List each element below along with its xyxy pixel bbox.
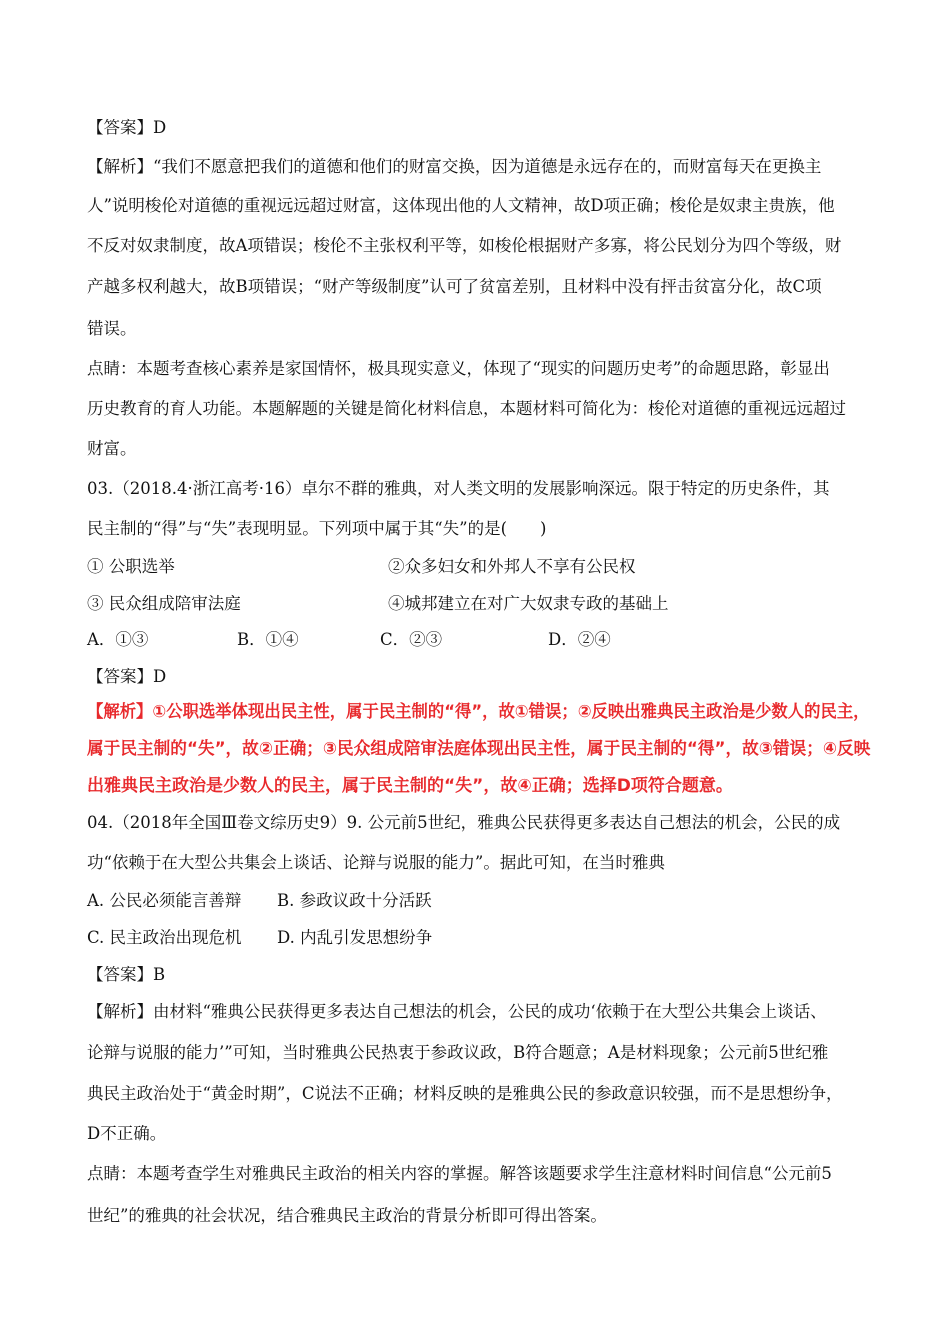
- q3-option-b: B．①④: [237, 630, 299, 649]
- q4-option-d: D. 内乱引发思想纷争: [277, 928, 433, 947]
- q3-item: ④城邦建立在对广大奴隶专政的基础上: [388, 594, 669, 613]
- q4-option-a: A. 公民必须能言善辩: [87, 891, 242, 910]
- q2-analysis-line: 不反对奴隶制度，故A项错误；梭伦不主张权利平等，如梭伦根据财产多寡，将公民划分为四个等级，财: [87, 236, 842, 255]
- q4-comment-line: 世纪”的雅典的社会状况，结合雅典民主政治的背景分析即可得出答案。: [87, 1206, 607, 1225]
- q2-comment-line: 历史教育的育人功能。本题解题的关键是简化材料信息，本题材料可简化为：梭伦对道德的重视远远超过: [87, 399, 846, 418]
- q3-stem-line: 民主制的“得”与“失”表现明显。下列项中属于其“失”的是( ): [87, 519, 547, 538]
- q2-analysis-line: 人”说明梭伦对道德的重视远远超过财富，这体现出他的人文精神，故D项正确；梭伦是奴隶主贵族，他: [87, 196, 835, 215]
- q4-analysis-line: 【解析】由材料“雅典公民获得更多表达自己想法的机会，公民的成功‘依赖于在大型公共集会上谈话、: [87, 1002, 827, 1021]
- q4-comment-line: 点睛：本题考查学生对雅典民主政治的相关内容的掌握。解答该题要求学生注意材料时间信息“公元前5: [87, 1164, 832, 1183]
- q3-answer: 【答案】D: [87, 667, 167, 686]
- q2-comment-line: 点睛：本题考查核心素养是家国情怀，极具现实意义，体现了“现实的问题历史考”的命题思路，彰显出: [87, 359, 830, 378]
- q3-item: ②众多妇女和外邦人不享有公民权: [388, 557, 636, 576]
- q2-analysis-line: 【解析】“我们不愿意把我们的道德和他们的财富交换，因为道德是永远存在的，而财富每天在更换主: [87, 157, 822, 176]
- q4-stem-line: 功“依赖于在大型公共集会上谈话、论辩与说服的能力”。据此可知，在当时雅典: [87, 853, 665, 872]
- q3-option-c: C．②③: [380, 630, 443, 649]
- q4-analysis-line: 典民主政治处于“黄金时期”，C说法不正确；材料反映的是雅典公民的参政意识较强，而不是思想纷争，: [87, 1084, 843, 1103]
- q4-answer: 【答案】B: [87, 965, 166, 984]
- q4-option-c: C. 民主政治出现危机: [87, 928, 242, 947]
- q4-stem-line: 04.（2018年全国Ⅲ卷文综历史9）9. 公元前5世纪，雅典公民获得更多表达自己想法的机会，公民的成: [87, 813, 841, 832]
- q4-analysis-line: D不正确。: [87, 1124, 167, 1143]
- q2-comment-line: 财富。: [87, 439, 137, 458]
- q3-analysis-line: 【解析】①公职选举体现出民主性，属于民主制的“得”，故①错误；②反映出雅典民主政治是少数人的民主，: [87, 702, 870, 722]
- q4-analysis-line: 论辩与说服的能力’”可知，当时雅典公民热衷于参政议政，B符合题意；A是材料现象；公元前5世纪雅: [87, 1043, 829, 1062]
- q2-analysis-line: 产越多权利越大，故B项错误；“财产等级制度”认可了贫富差别，且材料中没有抨击贫富分化，故C项: [87, 277, 822, 296]
- q3-option-d: D．②④: [548, 630, 611, 649]
- q3-item: ③ 民众组成陪审法庭: [87, 594, 241, 613]
- q3-analysis-line: 出雅典民主政治是少数人的民主，属于民主制的“失”，故④正确；选择D项符合题意。: [87, 776, 733, 796]
- q4-option-b: B. 参政议政十分活跃: [277, 891, 432, 910]
- q3-item: ① 公职选举: [87, 557, 175, 576]
- q3-stem-line: 03.（2018.4·浙江高考·16）卓尔不群的雅典，对人类文明的发展影响深远。限于特定的历史条件，其: [87, 479, 830, 498]
- q3-analysis-line: 属于民主制的“失”，故②正确；③民众组成陪审法庭体现出民主性，属于民主制的“得”，故③错误；④反映: [87, 739, 871, 759]
- q3-option-a: A．①③: [87, 630, 149, 649]
- q2-answer: 【答案】D: [87, 118, 167, 137]
- q2-analysis-line: 错误。: [87, 319, 137, 338]
